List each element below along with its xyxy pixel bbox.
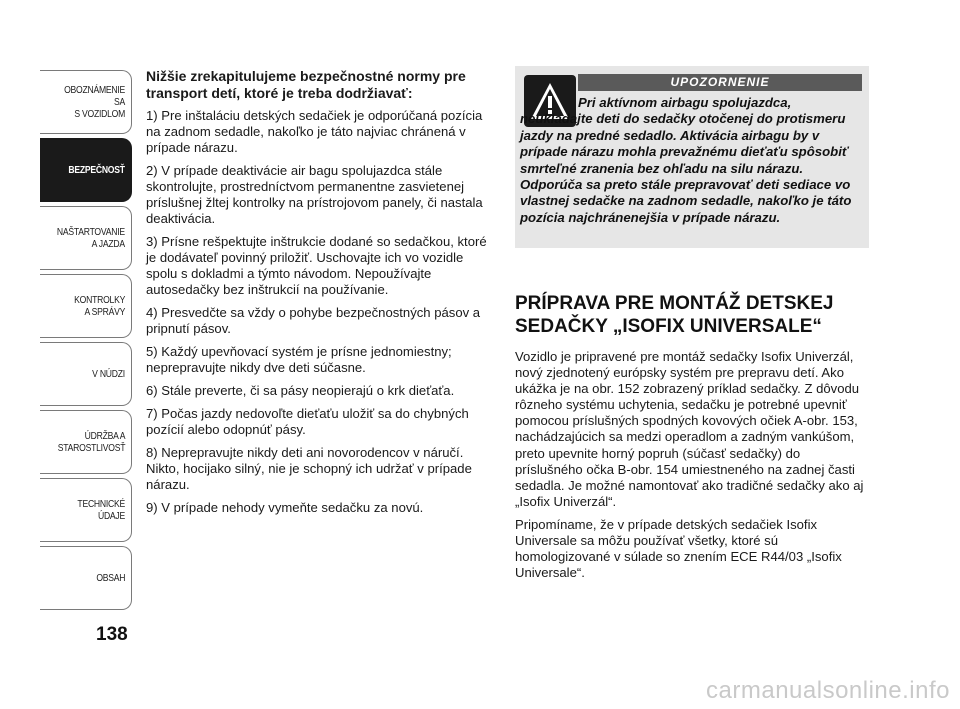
isofix-column	[515, 349, 867, 588]
tab-technical-data[interactable]	[40, 478, 132, 542]
rule-item: 1) Pre inštaláciu detských sedačiek je odporúčaná pozícia na zadnom sedadle, nakoľko je táto najviac chránená v prípade nárazu.	[146, 108, 483, 155]
section-paragraph: Vozidlo je pripravené pre montáž sedačky Isofix Univerzál, nový zjednotený európsky systém pre prepravu detí. Ako ukážka je na obr. 152 zobrazený príklad sedačky. Z dôvodu rôzneho systému uchytenia, sedačku je potrebné upevniť pomocou príslušných spodných kovových očiek A-obr. 153, nachádzajúcich sa medzi operadlom a zadným vankúšom, preto upevnite horný popruh (súčasť sedačky) do príslušného očka B-obr. 154 umiestneného na zadnej časti sedadla. Je možné namontovať ako tradičné sedačky ako aj „Isofix Univerzál“.	[515, 349, 864, 509]
tab-label: TECHNICKÉ ÚDAJE	[77, 498, 125, 522]
rules-intro: Nižšie zrekapitulujeme bezpečnostné normy pre transport detí, ktoré je treba dodržiavať:	[146, 68, 466, 101]
rule-item: 9) V prípade nehody vymeňte sedačku za novú.	[146, 500, 424, 515]
rule-item: 6) Stále preverte, či sa pásy neopierajú o krk dieťaťa.	[146, 383, 455, 398]
tab-label: NAŠTARTOVANIE A JAZDA	[57, 226, 125, 250]
tab-safety[interactable]	[40, 138, 132, 202]
page-number: 138	[96, 624, 128, 645]
tab-emergency[interactable]	[40, 342, 132, 406]
tab-starting-driving[interactable]	[40, 206, 132, 270]
tab-label: ÚDRŽBA A STAROSTLIVOSŤ	[57, 430, 125, 454]
warning-box	[515, 66, 869, 248]
tab-vehicle-intro[interactable]	[40, 70, 132, 134]
tab-label: KONTROLKY A SPRÁVY	[74, 294, 125, 318]
tab-label: BEZPEČNOSŤ	[68, 164, 125, 176]
rule-item: 4) Presvedčte sa vždy o pohybe bezpečnostných pásov a pripnutí pásov.	[146, 305, 481, 336]
tab-warning-lights[interactable]	[40, 274, 132, 338]
rule-item: 8) Neprepravujte nikdy deti ani novorodencov v náručí. Nikto, hocijako silný, nie je schopný ich udržať v prípade nárazu.	[146, 445, 472, 492]
section-heading: PRÍPRAVA PRE MONTÁŽ DETSKEJ SEDAČKY „ISOFIX UNIVERSALE“	[515, 293, 834, 337]
watermark: carmanualsonline.info	[706, 677, 950, 704]
warning-text: Pri aktívnom airbagu spolujazdca, neukladajte deti do sedačky otočenej do protismeru jazdy na predné sedadlo. Aktivácia airbagu by v prípade nárazu mohla prevažnému dieťaťu spôsobiť smrteľné zranenia bez ohľadu na silu nárazu. Odporúča sa preto stále prepravovať deti sediace vo vlastnej sedačke na zadnom sedadle, nakoľko je táto pozícia najchránenejšia v prípade nárazu.	[520, 95, 852, 225]
rule-item: 3) Prísne rešpektujte inštrukcie dodané so sedačkou, ktoré je dodávateľ povinný priložiť. Uschovajte ich vo vozidle spolu s dokladmi a týmto návodom. Nepoužívajte autosedačky bez inštrukcií na používanie.	[146, 234, 487, 297]
rule-item: 2) V prípade deaktivácie air bagu spolujazdca stále skontrolujte, prostredníctvom permanentne zasvietenej príslušnej žltej kontrolky na prístrojovom panely, či nastala deaktivácia.	[146, 163, 483, 226]
section-paragraph: Pripomíname, že v prípade detských sedačiek Isofix Universale sa môžu používať všetky, ktoré sú homologizované v súlade so znením ECE R44/03 „Isofix Universale“.	[515, 516, 842, 581]
tab-label: OBSAH	[96, 572, 125, 584]
tab-label: OBOZNÁMENIE SA S VOZIDLOM	[64, 84, 125, 120]
safety-rules-column	[146, 68, 496, 523]
rule-item: 5) Každý upevňovací systém je prísne jednomiestny; neprepravujte nikdy dve deti súčasne.	[146, 344, 452, 375]
rule-item: 7) Počas jazdy nedovoľte dieťaťu uložiť sa do chybných pozícií alebo odopnúť pásy.	[146, 406, 469, 437]
tab-contents[interactable]	[40, 546, 132, 610]
tab-label: V NÚDZI	[92, 368, 125, 380]
tab-maintenance[interactable]	[40, 410, 132, 474]
warning-title: UPOZORNENIE	[578, 74, 862, 91]
